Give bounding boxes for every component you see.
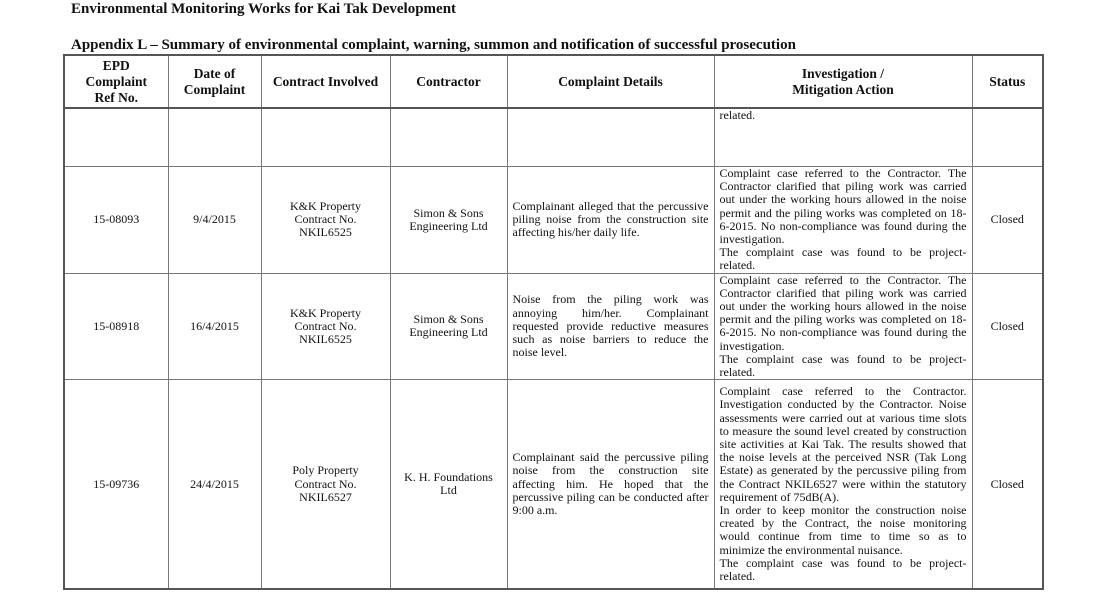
cell-date: 16/4/2015 bbox=[168, 273, 261, 380]
table-body bbox=[64, 108, 1043, 589]
header-action: Investigation / Mitigation Action bbox=[714, 55, 972, 108]
cell-empty bbox=[261, 108, 390, 167]
cell-empty bbox=[64, 108, 168, 167]
table-header bbox=[64, 55, 1043, 108]
header-contract: Contract Involved bbox=[261, 55, 390, 108]
cell-contractor: Simon & Sons Engineering Ltd bbox=[390, 167, 507, 274]
cell-empty bbox=[390, 108, 507, 167]
cell-action: Complaint case referred to the Contractor. The Contractor clarified that piling work was carried out under the working hours allowed in the noise permit and the piling works was completed on 18-6-2015. No non-compliance was found during the investigation. The complaint case was found to be project-related. bbox=[714, 273, 972, 380]
cell-details: Noise from the piling work was annoying him/her. Complainant requested provide reductive measures such as noise barriers to reduce the noise level. bbox=[507, 273, 714, 380]
complaint-summary-table bbox=[63, 54, 1044, 590]
cell-status: Closed bbox=[972, 273, 1043, 380]
table-row bbox=[64, 167, 1043, 274]
cell-date: 9/4/2015 bbox=[168, 167, 261, 274]
header-contractor: Contractor bbox=[390, 55, 507, 108]
cell-contractor: K. H. Foundations Ltd bbox=[390, 380, 507, 590]
cell-empty bbox=[507, 108, 714, 167]
cell-contractor: Simon & Sons Engineering Ltd bbox=[390, 273, 507, 380]
cell-details: Complainant said the percussive piling noise from the construction site affecting him. He hoped that the percussive piling can be conducted after 9:00 a.m. bbox=[507, 380, 714, 590]
cell-empty bbox=[972, 108, 1043, 167]
cell-contract: K&K Property Contract No. NKIL6525 bbox=[261, 273, 390, 380]
table-row bbox=[64, 273, 1043, 380]
document-title: Environmental Monitoring Works for Kai Tak Development bbox=[71, 1, 457, 17]
header-status: Status bbox=[972, 55, 1043, 108]
cell-ref-no: 15-09736 bbox=[64, 380, 168, 590]
cell-status: Closed bbox=[972, 380, 1043, 590]
cell-contract: Poly Property Contract No. NKIL6527 bbox=[261, 380, 390, 590]
cell-status: Closed bbox=[972, 167, 1043, 274]
appendix-title: Appendix L – Summary of environmental complaint, warning, summon and notification of successful prosecution bbox=[71, 37, 796, 53]
cell-action: Complaint case referred to the Contractor. Investigation conducted by the Contractor. Noise assessments were carried out at various time slots to measure the sound level created by construction site activities at Kai Tak. The results showed that the noise levels at the perceived NSR (Tak Long Estate) as generated by the percussive piling from the Contract NKIL6527 were within the statutory requirement of 75dB(A). In order to keep monitor the construction noise created by the Contract, the noise monitoring would continue from time to time so as to minimize the environmental nuisance. The complaint case was found to be project-related. bbox=[714, 380, 972, 590]
cell-date: 24/4/2015 bbox=[168, 380, 261, 590]
header-date: Date of Complaint bbox=[168, 55, 261, 108]
continuation-row bbox=[64, 108, 1043, 167]
cell-contract: K&K Property Contract No. NKIL6525 bbox=[261, 167, 390, 274]
header-row bbox=[64, 55, 1043, 108]
cell-action: related. bbox=[714, 108, 972, 167]
cell-ref-no: 15-08093 bbox=[64, 167, 168, 274]
cell-action: Complaint case referred to the Contractor. The Contractor clarified that piling work was carried out under the working hours allowed in the noise permit and the piling works was completed on 18-6-2015. No non-compliance was found during the investigation. The complaint case was found to be project-related. bbox=[714, 167, 972, 274]
table-row bbox=[64, 380, 1043, 590]
cell-empty bbox=[168, 108, 261, 167]
header-details: Complaint Details bbox=[507, 55, 714, 108]
header-ref-no: EPD Complaint Ref No. bbox=[64, 55, 168, 108]
cell-details: Complainant alleged that the percussive piling noise from the construction site affecting his/her daily life. bbox=[507, 167, 714, 274]
cell-ref-no: 15-08918 bbox=[64, 273, 168, 380]
